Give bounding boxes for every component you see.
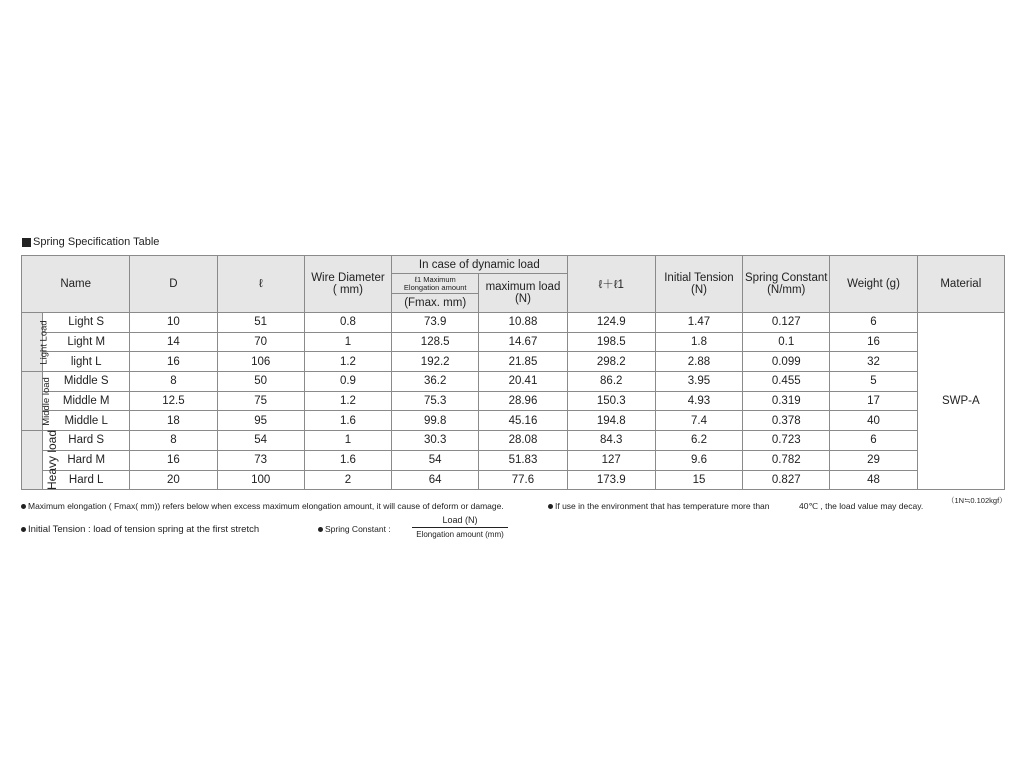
cell-name: Hard S bbox=[43, 431, 130, 451]
cell-l: 54 bbox=[217, 431, 304, 451]
header-spring-label: Spring Constant bbox=[745, 272, 828, 284]
table-row bbox=[22, 411, 1005, 431]
note-temperature-value: 40℃ , the load value may decay. bbox=[799, 501, 924, 511]
cell-spring: 0.127 bbox=[743, 313, 830, 333]
header-maxload-unit: (N) bbox=[514, 293, 531, 305]
note-max-elongation bbox=[21, 501, 504, 511]
cell-l: 70 bbox=[217, 332, 304, 352]
cell-maxload: 14.67 bbox=[479, 332, 567, 352]
cell-maxload: 10.88 bbox=[479, 313, 567, 333]
bullet-icon bbox=[21, 527, 26, 532]
table-title-text: Spring Specification Table bbox=[33, 236, 160, 248]
cell-fmax: 99.8 bbox=[392, 411, 479, 431]
cell-fmax: 54 bbox=[392, 450, 479, 470]
table-row bbox=[22, 372, 1005, 392]
cell-weight: 6 bbox=[830, 431, 917, 451]
cell-weight: 17 bbox=[830, 391, 917, 411]
cell-spring: 0.1 bbox=[743, 332, 830, 352]
cell-spring: 0.723 bbox=[743, 431, 830, 451]
group-label: Middle load bbox=[40, 377, 52, 426]
cell-wire: 1.2 bbox=[304, 391, 391, 411]
bullet-icon bbox=[318, 527, 323, 532]
cell-name: Hard L bbox=[43, 470, 130, 490]
header-tension-unit: (N) bbox=[691, 284, 707, 296]
cell-tension: 3.95 bbox=[655, 372, 742, 392]
fraction-numerator: Load (N) bbox=[442, 515, 478, 525]
header-wire-diameter bbox=[304, 256, 391, 313]
cell-d: 10 bbox=[130, 313, 217, 333]
cell-lsum: 124.9 bbox=[567, 313, 655, 333]
table-row bbox=[22, 313, 1005, 333]
cell-tension: 9.6 bbox=[655, 450, 742, 470]
note-initial-tension-text: Initial Tension : load of tension spring at the first stretch bbox=[28, 524, 260, 535]
header-dynamic-load: In case of dynamic load bbox=[392, 256, 568, 274]
group-middle-load bbox=[22, 372, 52, 431]
cell-fmax: 64 bbox=[392, 470, 479, 490]
cell-lsum: 194.8 bbox=[567, 411, 655, 431]
spring-constant-fraction bbox=[412, 515, 508, 539]
header-wire-label: Wire Diameter bbox=[311, 272, 385, 284]
cell-lsum: 84.3 bbox=[567, 431, 655, 451]
cell-weight: 6 bbox=[830, 313, 917, 333]
cell-wire: 1 bbox=[304, 332, 391, 352]
header-d: D bbox=[130, 256, 217, 313]
cell-wire: 1.6 bbox=[304, 411, 391, 431]
header-spring-unit: (N/mm) bbox=[767, 284, 806, 296]
cell-fmax: 30.3 bbox=[392, 431, 479, 451]
cell-weight: 29 bbox=[830, 450, 917, 470]
cell-l: 95 bbox=[217, 411, 304, 431]
table-row bbox=[22, 450, 1005, 470]
table-row bbox=[22, 352, 1005, 372]
cell-name: Light M bbox=[43, 332, 130, 352]
cell-d: 8 bbox=[130, 372, 217, 392]
header-weight: Weight (g) bbox=[830, 256, 917, 313]
bullet-icon bbox=[548, 504, 553, 509]
cell-d: 12.5 bbox=[130, 391, 217, 411]
group-light-load bbox=[22, 313, 50, 372]
cell-lsum: 150.3 bbox=[567, 391, 655, 411]
cell-name: Middle S bbox=[43, 372, 130, 392]
cell-spring: 0.827 bbox=[743, 470, 830, 490]
note-temperature bbox=[548, 501, 770, 511]
header-tension-label: Initial Tension bbox=[664, 272, 734, 284]
table-row bbox=[22, 470, 1005, 490]
note-initial-tension bbox=[21, 524, 259, 535]
note-temperature-text: If use in the environment that has temperature more than bbox=[555, 501, 770, 511]
cell-spring: 0.378 bbox=[743, 411, 830, 431]
cell-maxload: 28.96 bbox=[479, 391, 567, 411]
cell-lsum: 198.5 bbox=[567, 332, 655, 352]
cell-lsum: 173.9 bbox=[567, 470, 655, 490]
note-conversion: （1N≒0.102kgf） bbox=[947, 496, 1007, 505]
cell-weight: 5 bbox=[830, 372, 917, 392]
cell-fmax: 73.9 bbox=[392, 313, 479, 333]
header-material: Material bbox=[917, 256, 1004, 313]
table-row bbox=[22, 431, 1005, 451]
cell-tension: 6.2 bbox=[655, 431, 742, 451]
group-label: Light Load bbox=[38, 320, 50, 365]
cell-spring: 0.319 bbox=[743, 391, 830, 411]
cell-d: 16 bbox=[130, 450, 217, 470]
cell-maxload: 21.85 bbox=[479, 352, 567, 372]
cell-maxload: 28.08 bbox=[479, 431, 567, 451]
cell-l: 50 bbox=[217, 372, 304, 392]
cell-weight: 16 bbox=[830, 332, 917, 352]
square-bullet-icon bbox=[22, 238, 31, 247]
cell-weight: 32 bbox=[830, 352, 917, 372]
cell-l: 75 bbox=[217, 391, 304, 411]
cell-fmax: 128.5 bbox=[392, 332, 479, 352]
cell-name: light L bbox=[43, 352, 130, 372]
cell-weight: 48 bbox=[830, 470, 917, 490]
cell-tension: 15 bbox=[655, 470, 742, 490]
cell-name: Hard M bbox=[43, 450, 130, 470]
cell-wire: 1 bbox=[304, 431, 391, 451]
header-l1-max bbox=[392, 274, 479, 294]
header-wire-unit: ( mm) bbox=[332, 284, 363, 296]
cell-name: Light S bbox=[43, 313, 130, 333]
cell-tension: 1.47 bbox=[655, 313, 742, 333]
cell-name: Middle M bbox=[43, 391, 130, 411]
cell-wire: 1.6 bbox=[304, 450, 391, 470]
cell-wire: 1.2 bbox=[304, 352, 391, 372]
cell-l: 51 bbox=[217, 313, 304, 333]
cell-l: 100 bbox=[217, 470, 304, 490]
cell-tension: 4.93 bbox=[655, 391, 742, 411]
fraction-denominator: Elongation amount (mm) bbox=[416, 530, 504, 539]
table-row bbox=[22, 332, 1005, 352]
cell-l: 106 bbox=[217, 352, 304, 372]
header-l1-top: ℓ1 Maximum bbox=[414, 274, 456, 284]
cell-l: 73 bbox=[217, 450, 304, 470]
cell-d: 14 bbox=[130, 332, 217, 352]
cell-maxload: 77.6 bbox=[479, 470, 567, 490]
header-fmax: (Fmax. mm) bbox=[392, 294, 479, 313]
cell-name: Middle L bbox=[43, 411, 130, 431]
cell-wire: 0.8 bbox=[304, 313, 391, 333]
group-label: Heavy load bbox=[45, 430, 60, 491]
cell-lsum: 127 bbox=[567, 450, 655, 470]
cell-weight: 40 bbox=[830, 411, 917, 431]
table-title bbox=[22, 236, 159, 248]
cell-fmax: 75.3 bbox=[392, 391, 479, 411]
cell-wire: 2 bbox=[304, 470, 391, 490]
header-name: Name bbox=[22, 256, 130, 313]
bullet-icon bbox=[21, 504, 26, 509]
cell-maxload: 45.16 bbox=[479, 411, 567, 431]
note-max-elongation-text: Maximum elongation ( Fmax( mm)) refers below when excess maximum elongation amount, it will cause of deform or damage. bbox=[28, 501, 504, 511]
cell-spring: 0.455 bbox=[743, 372, 830, 392]
cell-d: 20 bbox=[130, 470, 217, 490]
cell-maxload: 51.83 bbox=[479, 450, 567, 470]
header-spring-constant bbox=[743, 256, 830, 313]
cell-lsum: 86.2 bbox=[567, 372, 655, 392]
note-spring-constant bbox=[318, 524, 391, 534]
cell-maxload: 20.41 bbox=[479, 372, 567, 392]
cell-d: 8 bbox=[130, 431, 217, 451]
cell-fmax: 192.2 bbox=[392, 352, 479, 372]
cell-fmax: 36.2 bbox=[392, 372, 479, 392]
header-l: ℓ bbox=[217, 256, 304, 313]
cell-d: 16 bbox=[130, 352, 217, 372]
cell-lsum: 298.2 bbox=[567, 352, 655, 372]
group-heavy-load bbox=[22, 430, 60, 491]
cell-wire: 0.9 bbox=[304, 372, 391, 392]
cell-spring: 0.099 bbox=[743, 352, 830, 372]
cell-spring: 0.782 bbox=[743, 450, 830, 470]
fraction-line bbox=[412, 527, 508, 528]
cell-tension: 7.4 bbox=[655, 411, 742, 431]
header-max-load bbox=[479, 274, 567, 313]
header-l1-bottom: Elongation amount bbox=[403, 282, 467, 292]
note-spring-constant-label: Spring Constant : bbox=[325, 524, 391, 534]
cell-tension: 2.88 bbox=[655, 352, 742, 372]
header-initial-tension bbox=[655, 256, 742, 313]
cell-material: SWP-A bbox=[917, 313, 1004, 490]
cell-d: 18 bbox=[130, 411, 217, 431]
spring-spec-table bbox=[21, 255, 1005, 490]
cell-tension: 1.8 bbox=[655, 332, 742, 352]
header-maxload-label: maximum load bbox=[485, 281, 561, 293]
table-row bbox=[22, 391, 1005, 411]
header-l-sum: ℓ＋ℓ1 bbox=[567, 256, 655, 313]
